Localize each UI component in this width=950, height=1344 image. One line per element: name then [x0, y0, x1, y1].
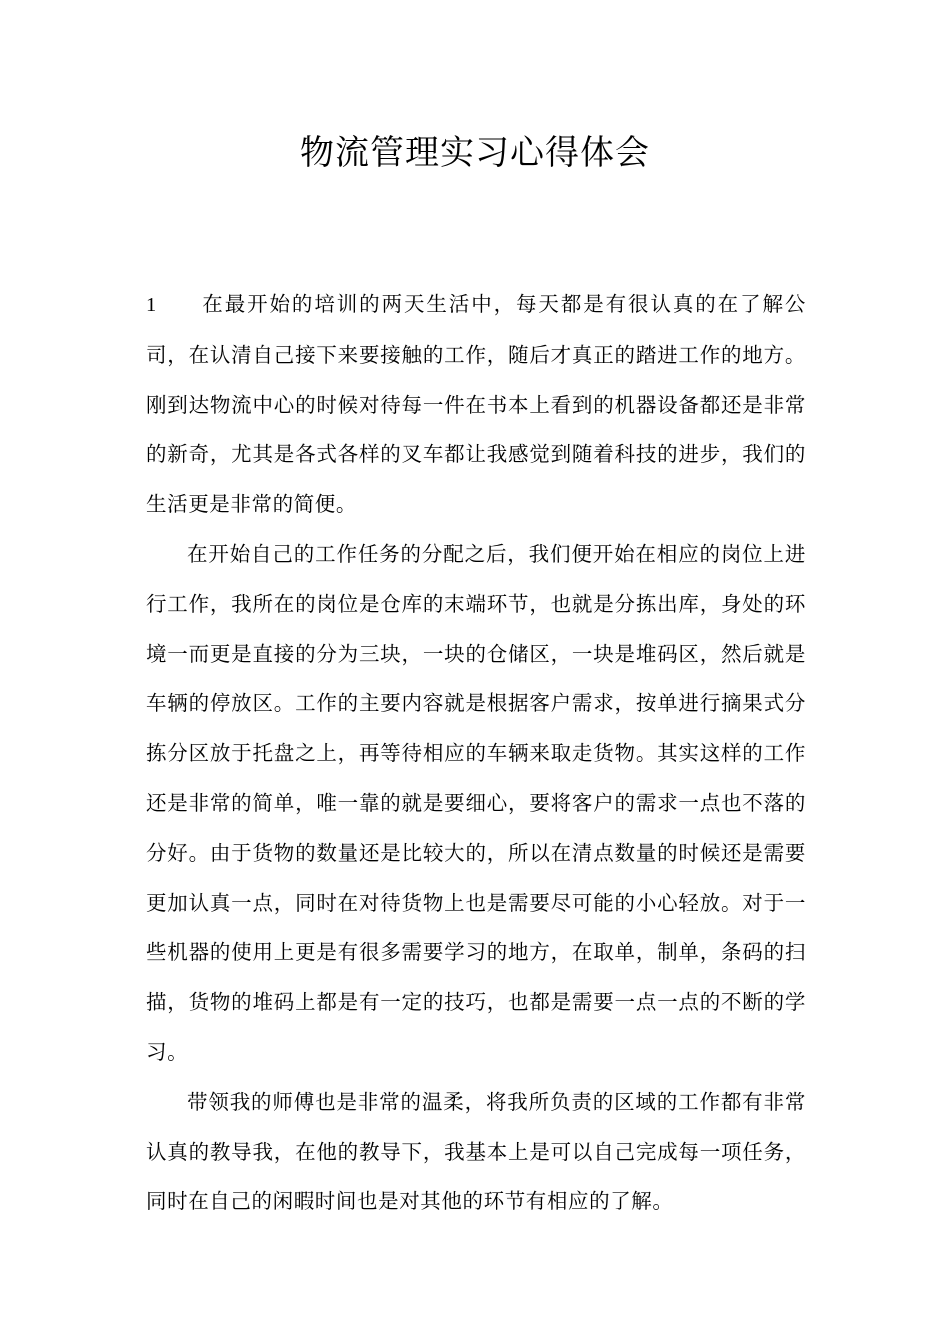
paragraph-2: 在开始自己的工作任务的分配之后，我们便开始在相应的岗位上进行工作，我所在的岗位是仓库的末端环节，也就是分拣出库，身处的环境一而更是直接的分为三块，一块的仓储区，一块是堆码区，然后就是车辆的停放区。工作的主要内容就是根据客户需求，按单进行摘果式分拣分区放于托盘之上，再等待相应的车辆来取走货物。其实这样的工作还是非常的简单，唯一靠的就是要细心，要将客户的需求一点也不落的分好。由于货物的数量还是比较大的，所以在清点数量的时候还是需要更加认真一点，同时在对待货物上也是需要尽可能的小心轻放。对于一些机器的使用上更是有很多需要学习的地方，在取单，制单，条码的扫描，货物的堆码上都是有一定的技巧，也都是需要一点一点的不断的学习。 [146, 541, 806, 1064]
paragraph-3: 带领我的师傅也是非常的温柔，将我所负责的区域的工作都有非常认真的教导我，在他的教导下，我基本上是可以自己完成每一项任务，同时在自己的闲暇时间也是对其他的环节有相应的了解。 [146, 1089, 806, 1214]
paragraph-text: 在最开始的培训的两天生活中，每天都是有很认真的在了解公司，在认清自己接下来要接触的工作，随后才真正的踏进工作的地方。刚到达物流中心的时候对待每一件在书本上看到的机器设备都还是非常的新奇，尤其是各式各样的叉车都让我感觉到随着科技的进步，我们的生活更是非常的简便。 [146, 292, 806, 517]
paragraph-1 [146, 280, 806, 530]
document-body [146, 280, 806, 1227]
paragraph-number: 1 [146, 294, 157, 316]
document-title: 物流管理实习心得体会 [300, 133, 650, 173]
